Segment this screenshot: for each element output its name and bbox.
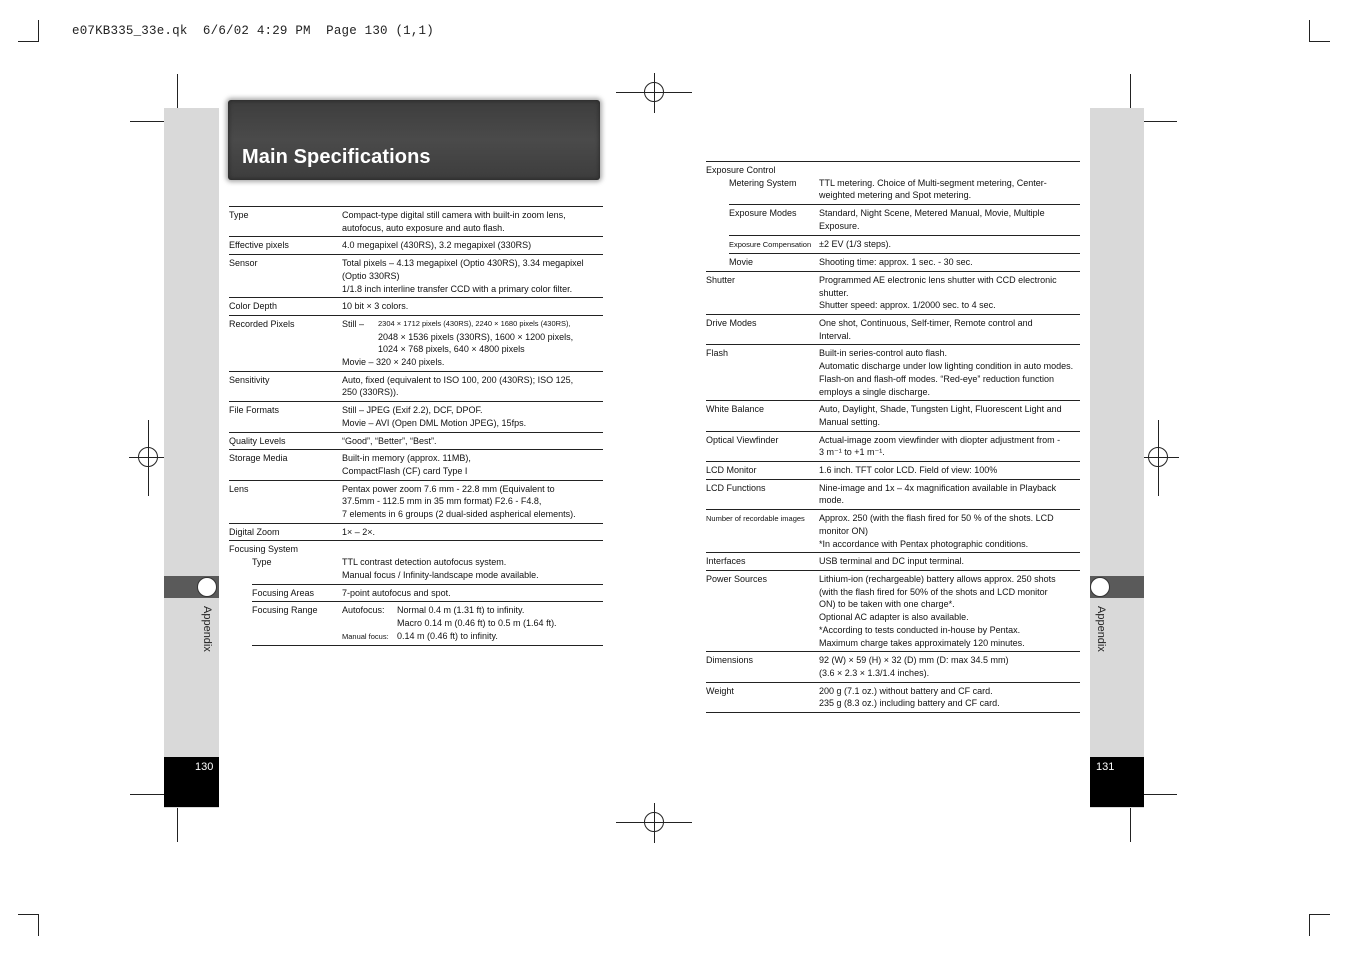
spec-value-line: monitor ON) (819, 525, 869, 536)
spec-label (229, 526, 342, 539)
spec-value-line: (with the flash fired for 50% of the shots and LCD monitor (819, 586, 1048, 597)
autofocus-value-line: Normal 0.4 m (1.31 ft) to infinity. (397, 605, 525, 616)
spec-row (706, 271, 1080, 314)
page-number: 131 (1090, 757, 1144, 807)
spec-value (819, 207, 1080, 232)
trim-mark (130, 121, 166, 122)
spec-label (229, 209, 342, 234)
trim-mark (1130, 74, 1131, 110)
trim-mark (177, 74, 178, 110)
crop-mark (38, 20, 39, 42)
crop-mark (1309, 41, 1330, 42)
spec-label (229, 404, 342, 429)
spec-value (342, 556, 603, 581)
spec-value (819, 512, 1080, 550)
spec-label (706, 403, 819, 428)
crop-mark (38, 914, 39, 936)
spec-label-text: Quality Levels (229, 435, 286, 446)
spec-row (229, 449, 603, 479)
spec-value (819, 274, 1080, 312)
spec-label-text: Metering System (729, 177, 797, 188)
spec-value-line: weighted metering and Spot metering. (819, 190, 972, 201)
spec-row (729, 253, 1080, 271)
spec-label-text: Drive Modes (706, 318, 757, 329)
spec-label-text: Optical Viewfinder (706, 434, 779, 445)
spec-row (229, 206, 603, 236)
spec-label-text: Movie (729, 257, 754, 268)
spec-subrow (252, 584, 603, 602)
spec-value (342, 452, 603, 477)
spec-value-line: 7 elements in 6 groups (2 dual-sided aspherical elements). (342, 509, 576, 520)
spec-row (706, 651, 1080, 681)
spec-row (706, 570, 1080, 651)
crop-mark (1309, 914, 1330, 915)
spec-label (729, 207, 819, 232)
spec-label-text: Focusing Range (252, 605, 318, 616)
spec-label-text: Dimensions (706, 655, 754, 666)
spec-label-text: Exposure Modes (729, 208, 797, 219)
spec-label (252, 587, 342, 600)
spec-value-line: CompactFlash (CF) card Type I (342, 465, 468, 476)
spec-label (229, 435, 342, 448)
spec-row (229, 523, 603, 541)
spec-value-line: Maximum charge takes approximately 120 minutes. (819, 637, 1025, 648)
spec-label-text: Number of recordable images (706, 514, 805, 524)
spec-value-line: Exposure. (819, 220, 860, 231)
spec-value-line: 250 (330RS)). (342, 387, 399, 398)
spec-label (729, 177, 819, 202)
spec-label (706, 274, 819, 312)
spec-value (819, 256, 1080, 269)
spec-value (819, 464, 1080, 477)
spec-row (706, 552, 1080, 570)
spec-value-line: (3.6 × 2.3 × 1.3/1.4 inches). (819, 667, 930, 678)
spec-label-text: Effective pixels (229, 240, 289, 251)
spec-label (706, 555, 819, 568)
spec-value (819, 573, 1080, 649)
spec-row (729, 177, 1080, 204)
spec-label (706, 317, 819, 342)
trim-mark (1141, 121, 1177, 122)
spec-value-line: Interval. (819, 330, 852, 341)
spec-label-text: File Formats (229, 405, 280, 416)
spec-value-line: Movie – AVI (Open DML Motion JPEG), 15fps. (342, 417, 527, 428)
spec-label-text: Lens (229, 483, 249, 494)
spec-value-line: Actual-image zoom viewfinder with diopter adjustment from - (819, 434, 1061, 445)
autofocus-group (342, 604, 603, 629)
spec-value-line: Still – JPEG (Exif 2.2), DCF, DPOF. (342, 405, 483, 416)
spec-value (819, 347, 1080, 398)
spec-value (819, 555, 1080, 568)
spec-row (229, 401, 603, 431)
manual-focus-key-text: Manual focus: (342, 631, 389, 641)
spec-label (706, 482, 819, 507)
spec-value (819, 317, 1080, 342)
spec-row-exposure (706, 161, 1080, 177)
spec-label-text: LCD Monitor (706, 465, 757, 476)
manual-focus-key (342, 630, 397, 644)
spec-value-line: USB terminal and DC input terminal. (819, 556, 965, 567)
spec-label (706, 573, 819, 649)
spec-row (706, 400, 1080, 430)
still-values (378, 318, 603, 356)
spec-label (706, 512, 819, 550)
still-value-line: 1024 × 768 pixels, 640 × 4800 pixels (378, 344, 525, 355)
spec-row (229, 254, 603, 297)
spec-label-text: Interfaces (706, 556, 746, 567)
spec-value (819, 482, 1080, 507)
spec-label-text: Storage Media (229, 453, 288, 464)
page-number: 130 (164, 757, 219, 807)
spec-label (229, 374, 342, 399)
spec-subrow (252, 556, 603, 583)
title-banner (228, 100, 600, 180)
spec-label-text: White Balance (706, 404, 765, 415)
spec-value (342, 435, 603, 448)
spec-label-text: Power Sources (706, 573, 768, 584)
spec-label (229, 452, 342, 477)
spec-row (706, 682, 1080, 713)
spec-value (342, 209, 603, 234)
spec-value-line: TTL contrast detection autofocus system. (342, 557, 507, 568)
side-label: Appendix (201, 606, 213, 652)
left-spec-table (229, 206, 603, 646)
spec-value (342, 587, 603, 600)
spec-subrow (252, 601, 603, 646)
spec-value (342, 483, 603, 521)
autofocus-value-line: Macro 0.14 m (0.46 ft) to 0.5 m (1.64 ft). (397, 617, 557, 628)
spec-row-recorded-pixels (229, 315, 603, 371)
spec-value-line: Standard, Night Scene, Metered Manual, Movie, Multiple (819, 208, 1045, 219)
spec-label-text: Type (229, 210, 249, 220)
spec-value-line: Auto, Daylight, Shade, Tungsten Light, Fluorescent Light and (819, 404, 1062, 415)
spec-row (706, 461, 1080, 479)
autofocus-key-text: Autofocus: (342, 605, 385, 616)
right-spec-table (706, 161, 1080, 713)
left-sidebar (164, 108, 219, 808)
spec-value-line: Auto, fixed (equivalent to ISO 100, 200 (430RS); ISO 125, (342, 374, 574, 385)
manual-focus-group (342, 630, 603, 644)
side-label: Appendix (1095, 606, 1107, 652)
spec-label-text: Flash (706, 348, 729, 359)
spec-value-line: mode. (819, 495, 845, 506)
spec-value-line: Total pixels – 4.13 megapixel (Optio 430RS), 3.34 megapixel (342, 258, 584, 269)
spec-value-line: employs a single discharge. (819, 386, 931, 397)
spec-value-line: shutter. (819, 287, 849, 298)
spec-value-line: (Optio 330RS) (342, 270, 400, 281)
spec-value-line: 4.0 megapixel (430RS), 3.2 megapixel (330RS) (342, 240, 532, 251)
spec-label-text: Exposure Compensation (729, 239, 812, 249)
spec-label (706, 685, 819, 710)
spec-value-line: *According to tests conducted in-house by Pentax. (819, 624, 1021, 635)
autofocus-values (397, 604, 603, 629)
spec-value-line: Pentax power zoom 7.6 mm - 22.8 mm (Equivalent to (342, 483, 555, 494)
spec-row (229, 236, 603, 254)
spec-value-line: *In accordance with Pentax photographic conditions. (819, 538, 1029, 549)
appendix-tab (1090, 576, 1144, 598)
registration-mark (644, 82, 664, 102)
registration-mark (1148, 447, 1168, 467)
tab-circle-icon (197, 577, 217, 597)
spec-value (342, 526, 603, 539)
still-value-line: 2304 × 1712 pixels (430RS), 2240 × 1680 pixels (430RS), (378, 318, 571, 328)
spec-label (706, 347, 819, 398)
spec-row (229, 371, 603, 401)
appendix-tab (164, 576, 219, 598)
registration-mark (644, 812, 664, 832)
spec-value-line: “Good”, “Better”, “Best”. (342, 435, 437, 446)
trim-mark (1130, 806, 1131, 842)
spec-value-line: Programmed AE electronic lens shutter with CCD electronic (819, 274, 1057, 285)
file-slug: e07KB335_33e.qk 6/6/02 4:29 PM Page 130 (1,1) (72, 24, 434, 38)
spec-value (819, 654, 1080, 679)
spec-value-line: 92 (W) × 59 (H) × 32 (D) mm (D: max 34.5 mm) (819, 655, 1009, 666)
spec-value-line: ±2 EV (1/3 steps). (819, 238, 891, 249)
spec-value-line: Nine-image and 1x – 4x magnification available in Playback (819, 482, 1057, 493)
spec-row (706, 314, 1080, 344)
spec-row (706, 431, 1080, 461)
spec-value-line: autofocus, auto exposure and auto flash. (342, 222, 505, 233)
spec-value-line: Manual focus / Infinity-landscape mode available. (342, 569, 539, 580)
spec-label (252, 604, 342, 643)
spec-value (819, 685, 1080, 710)
spec-label-text: LCD Functions (706, 482, 766, 493)
trim-mark (1141, 794, 1177, 795)
spec-value-line: 7-point autofocus and spot. (342, 587, 451, 598)
spec-label-text: Color Depth (229, 301, 278, 312)
spec-value-line: 1.6 inch. TFT color LCD. Field of view: 100% (819, 465, 998, 476)
right-sidebar (1090, 108, 1144, 808)
spec-value-line: Shooting time: approx. 1 sec. - 30 sec. (819, 257, 973, 268)
spec-value-line: Manual setting. (819, 416, 881, 427)
spec-label-text: Digital Zoom (229, 526, 280, 537)
spec-label (729, 256, 819, 269)
spec-label (729, 238, 819, 252)
spec-row (729, 235, 1080, 254)
still-key (342, 318, 378, 356)
crop-mark (18, 41, 39, 42)
spec-value-line: 200 g (7.1 oz.) without battery and CF card. (819, 685, 993, 696)
spec-value-line: 3 m⁻¹ to +1 m⁻¹. (819, 447, 885, 458)
spec-label-text: Recorded Pixels (229, 318, 295, 329)
spec-value-line: Built-in series-control auto flash. (819, 348, 948, 359)
spec-value-line: Automatic discharge under low lighting condition in auto modes. (819, 361, 1074, 372)
spec-value-line: One shot, Continuous, Self-timer, Remote control and (819, 318, 1033, 329)
spec-label (229, 300, 342, 313)
autofocus-key (342, 604, 397, 629)
spec-label-text: Focusing System (229, 544, 299, 555)
spec-value (819, 177, 1080, 202)
crop-mark (18, 914, 39, 915)
spec-row (706, 344, 1080, 400)
spec-label (229, 257, 342, 295)
spec-label (229, 318, 342, 369)
spec-label-text: Exposure Control (706, 165, 776, 175)
spec-label-text: Weight (706, 685, 734, 696)
still-value-line: 2048 × 1536 pixels (330RS), 1600 × 1200 pixels, (378, 331, 574, 342)
page-title: Main Specifications (242, 146, 431, 168)
spec-value-line: Lithium-ion (rechargeable) battery allows approx. 250 shots (819, 573, 1056, 584)
spec-value-line: Flash-on and flash-off modes. “Red-eye” reduction function (819, 373, 1054, 384)
tab-circle-icon (1090, 577, 1110, 597)
spec-value-line: Built-in memory (approx. 11MB), (342, 453, 471, 464)
spec-value (342, 604, 603, 643)
spec-label-text: Focusing Areas (252, 587, 315, 598)
spec-label-text: Type (252, 557, 272, 568)
trim-mark (177, 806, 178, 842)
spec-value-line: 1× – 2×. (342, 526, 376, 537)
registration-mark (138, 447, 158, 467)
spec-value (819, 403, 1080, 428)
spec-value (342, 300, 603, 313)
spec-row (706, 509, 1080, 552)
spec-row-focusing (229, 540, 603, 556)
spec-label (252, 556, 342, 581)
crop-mark (1309, 914, 1310, 936)
movie-value: Movie – 320 × 240 pixels. (342, 357, 445, 368)
spec-value-line: Optional AC adapter is also available. (819, 612, 969, 623)
still-group (342, 318, 603, 356)
spec-value (819, 238, 1080, 252)
spec-value-line: Shutter speed: approx. 1/2000 sec. to 4 sec. (819, 300, 996, 311)
spec-row (229, 432, 603, 450)
spec-value (342, 239, 603, 252)
trim-mark (130, 794, 166, 795)
spec-row (229, 480, 603, 523)
spec-label (706, 464, 819, 477)
spec-row (729, 204, 1080, 234)
spec-label-text: Sensitivity (229, 374, 270, 385)
spec-value-line: 10 bit × 3 colors. (342, 301, 409, 312)
spec-label (706, 654, 819, 679)
spec-value-line: ON) to be taken with one charge*. (819, 599, 955, 610)
manual-focus-value (397, 630, 603, 644)
spec-value (819, 434, 1080, 459)
still-key-text: Still – (342, 318, 365, 329)
spec-row (229, 297, 603, 315)
spec-value-line: 37.5mm - 112.5 mm in 35 mm format) F2.6 - F4.8, (342, 496, 542, 507)
spec-value-line: Approx. 250 (with the flash fired for 50 % of the shots. LCD (819, 513, 1054, 524)
spec-label (229, 483, 342, 521)
spec-value-line: TTL metering. Choice of Multi-segment metering, Center- (819, 177, 1047, 188)
spec-value-line: 235 g (8.3 oz.) including battery and CF card. (819, 698, 1000, 709)
spec-value (342, 404, 603, 429)
spec-value (342, 374, 603, 399)
manual-focus-value-line: 0.14 m (0.46 ft) to infinity. (397, 630, 498, 641)
spec-label (229, 239, 342, 252)
spec-value (342, 257, 603, 295)
spec-label-text: Shutter (706, 274, 736, 285)
spec-row (706, 479, 1080, 509)
spec-value-line: Compact-type digital still camera with built-in zoom lens, (342, 210, 566, 220)
spec-value (342, 318, 603, 369)
spec-label-text: Sensor (229, 258, 258, 269)
crop-mark (1309, 20, 1310, 42)
spec-value-line: 1/1.8 inch interline transfer CCD with a primary color filter. (342, 283, 573, 294)
spec-label (706, 434, 819, 459)
